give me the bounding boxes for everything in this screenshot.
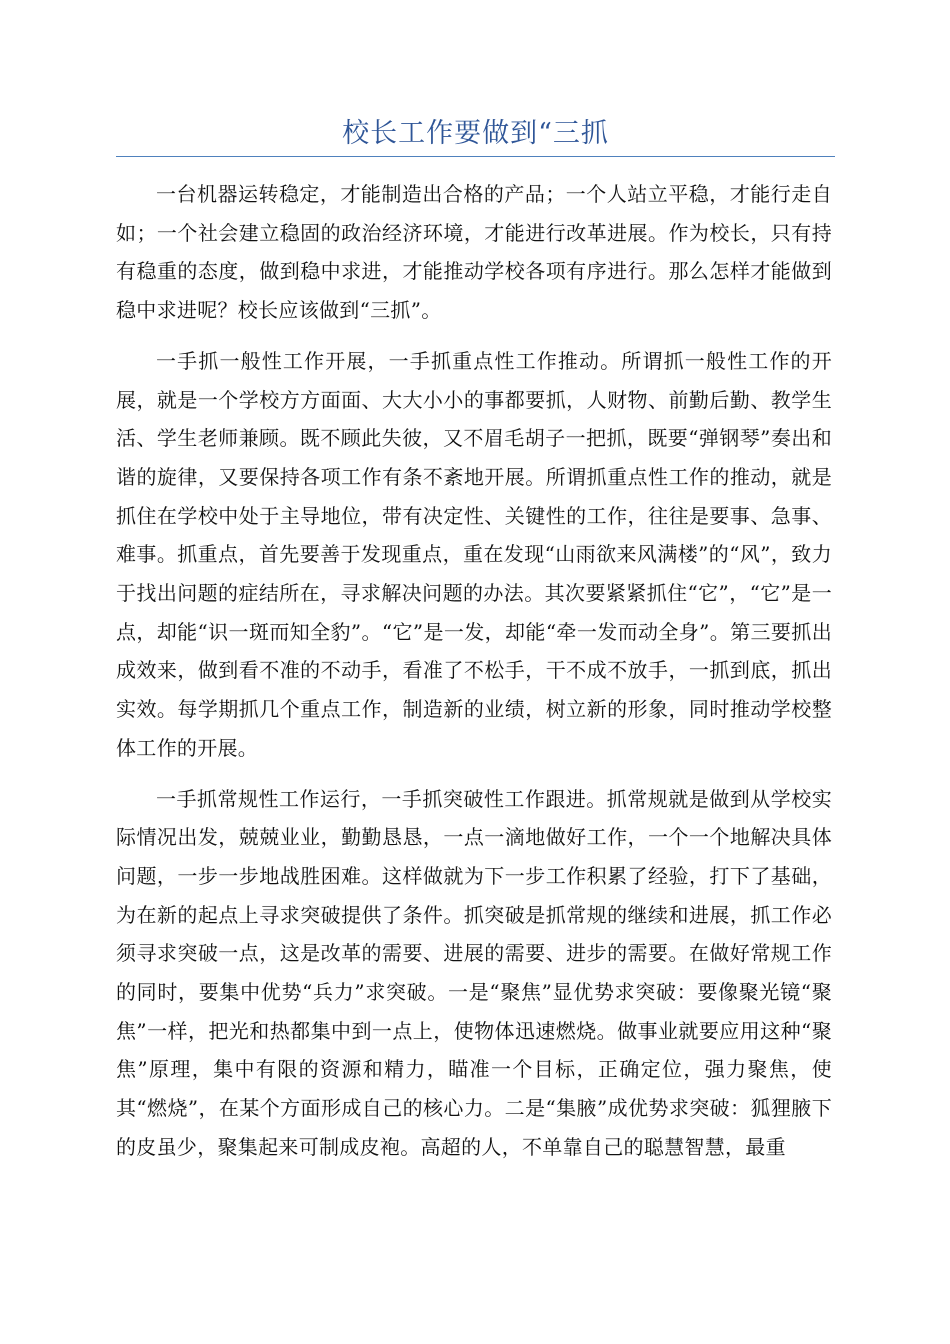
document-title: 校长工作要做到“三抓: [342, 118, 609, 149]
paragraph-3: 一手抓常规性工作运行，一手抓突破性工作跟进。抓常规就是做到从学校实际情况出发，兢兢业业，勤勤恳恳，一点一滴地做好工作，一个一个地解决具体问题，一步一步地战胜困难。这样做就为下一步工作积累了经验，打下了基础，为在新的起点上寻求突破提供了条件。抓突破是抓常规的继续和进展，抓工作必须寻求突破一点，这是改革的需要、进展的需要、进步的需要。在做好常规工作的同时，要集中优势“兵力”求突破。一是“聚焦”显优势求突破：要像聚光镜“聚焦”一样，把光和热都集中到一点上，使物体迅速燃烧。做事业就要应用这种“聚焦”原理，集中有限的资源和精力，瞄准一个目标，正确定位，强力聚焦，使其“燃烧”，在某个方面形成自己的核心力。二是“集腋”成优势求突破：狐狸腋下的皮虽少，聚集起来可制成皮袍。高超的人，不单靠自己的聪慧智慧，最重: [116, 786, 832, 1159]
paragraph-1: 一台机器运转稳定，才能制造出合格的产品；一个人站立平稳，才能行走自如；一个社会建立稳固的政治经济环境，才能进行改革进展。作为校长，只有持有稳重的态度，做到稳中求进，才能推动学校各项有序进行。那么怎样才能做到稳中求进呢？校长应该做到“三抓”。: [116, 182, 832, 323]
paragraph-2: 一手抓一般性工作开展，一手抓重点性工作推动。所谓抓一般性工作的开展，就是一个学校方方面面、大大小小的事都要抓，人财物、前勤后勤、教学生活、学生老师兼顾。既不顾此失彼，又不眉毛胡子一把抓，既要“弹钢琴”奏出和谐的旋律，又要保持各项工作有条不紊地开展。所谓抓重点性工作的推动，就是抓住在学校中处于主导地位，带有决定性、关键性的工作，往往是要事、急事、难事。抓重点，首先要善于发现重点，重在发现“山雨欲来风满楼”的“风”，致力于找出问题的症结所在，寻求解决问题的办法。其次要紧紧抓住“它”，“它”是一点，却能“识一斑而知全豹”。“它”是一发，却能“牵一发而动全身”。第三要抓出成效来，做到看不准的不动手，看准了不松手，干不成不放手，一抓到底，抓出实效。每学期抓几个重点工作，制造新的业绩，树立新的形象，同时推动学校整体工作的开展。: [116, 348, 832, 760]
document-body: [116, 175, 832, 1179]
title-block: [116, 112, 835, 157]
